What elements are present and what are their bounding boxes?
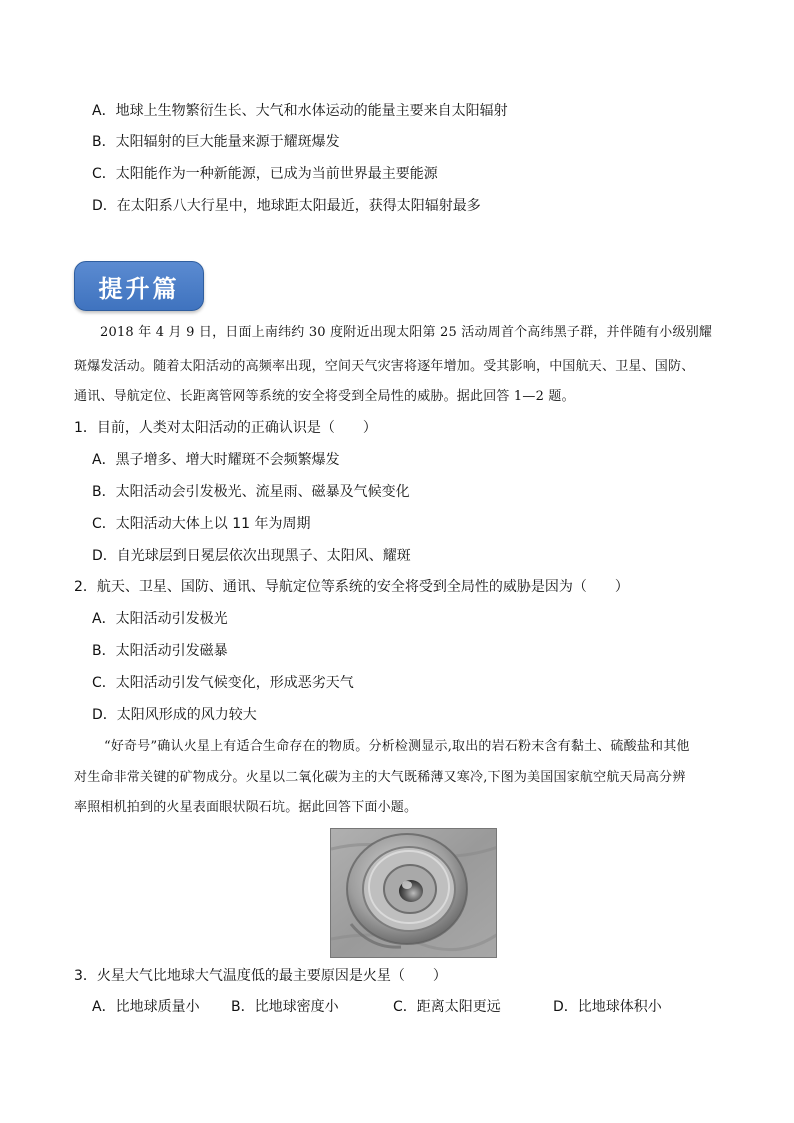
mars-crater-image <box>330 828 497 958</box>
q3-option-a: A．比地球质量小 <box>92 999 200 1015</box>
option-d: D．在太阳系八大行星中，地球距太阳最近，获得太阳辐射最多 <box>92 198 481 214</box>
passage1-line-3: 通讯、导航定位、长距离管网等系统的安全将受到全局性的威胁。据此回答 1—2 题。 <box>74 389 575 404</box>
q2-option-a: A．太阳活动引发极光 <box>92 611 228 627</box>
passage1-line-1: 2018 年 4 月 9 日，日面上南纬约 30 度附近出现太阳第 25 活动周首个高纬黑子群，并伴随有小级别耀 <box>100 325 713 340</box>
section-badge: 提升篇 <box>74 261 204 311</box>
option-c: C．太阳能作为一种新能源，已成为当前世界最主要能源 <box>92 166 438 182</box>
passage2-line-3: 率照相机拍到的火星表面眼状陨石坑。据此回答下面小题。 <box>74 800 418 815</box>
question-3-stem: 3．火星大气比地球大气温度低的最主要原因是火星（ ） <box>74 968 447 984</box>
passage1-line-2: 斑爆发活动。随着太阳活动的高频率出现，空间天气灾害将逐年增加。受其影响，中国航天、卫星、国防、 <box>74 359 695 374</box>
q2-option-d: D．太阳风形成的风力较大 <box>92 707 257 723</box>
q2-option-b: B．太阳活动引发磁暴 <box>92 643 228 659</box>
q1-option-a: A．黑子增多、增大时耀斑不会频繁爆发 <box>92 452 340 468</box>
option-a: A．地球上生物繁衍生长、大气和水体运动的能量主要来自太阳辐射 <box>92 103 508 119</box>
q2-option-c: C．太阳活动引发气候变化，形成恶劣天气 <box>92 675 354 691</box>
option-b: B．太阳辐射的巨大能量来源于耀斑爆发 <box>92 134 340 150</box>
q1-option-c: C．太阳活动大体上以 11 年为周期 <box>92 516 311 532</box>
q3-option-d: D．比地球体积小 <box>553 999 662 1015</box>
q3-option-b: B．比地球密度小 <box>231 999 339 1015</box>
question-2-stem: 2．航天、卫星、国防、通讯、导航定位等系统的安全将受到全局性的威胁是因为（ ） <box>74 579 629 595</box>
q1-option-b: B．太阳活动会引发极光、流星雨、磁暴及气候变化 <box>92 484 410 500</box>
question-1-stem: 1．目前，人类对太阳活动的正确认识是（ ） <box>74 420 377 436</box>
q3-option-c: C．距离太阳更远 <box>393 999 501 1015</box>
passage2-line-2: 对生命非常关键的矿物成分。火星以二氧化碳为主的大气既稀薄又寒冷,下图为美国国家航空航天局高分辨 <box>74 770 686 785</box>
passage2-line-1: “好奇号”确认火星上有适合生命存在的物质。分析检测显示,取出的岩石粉末含有黏土、硫酸盐和其他 <box>104 739 690 754</box>
q1-option-d: D．自光球层到日冕层依次出现黑子、太阳风、耀斑 <box>92 548 411 564</box>
